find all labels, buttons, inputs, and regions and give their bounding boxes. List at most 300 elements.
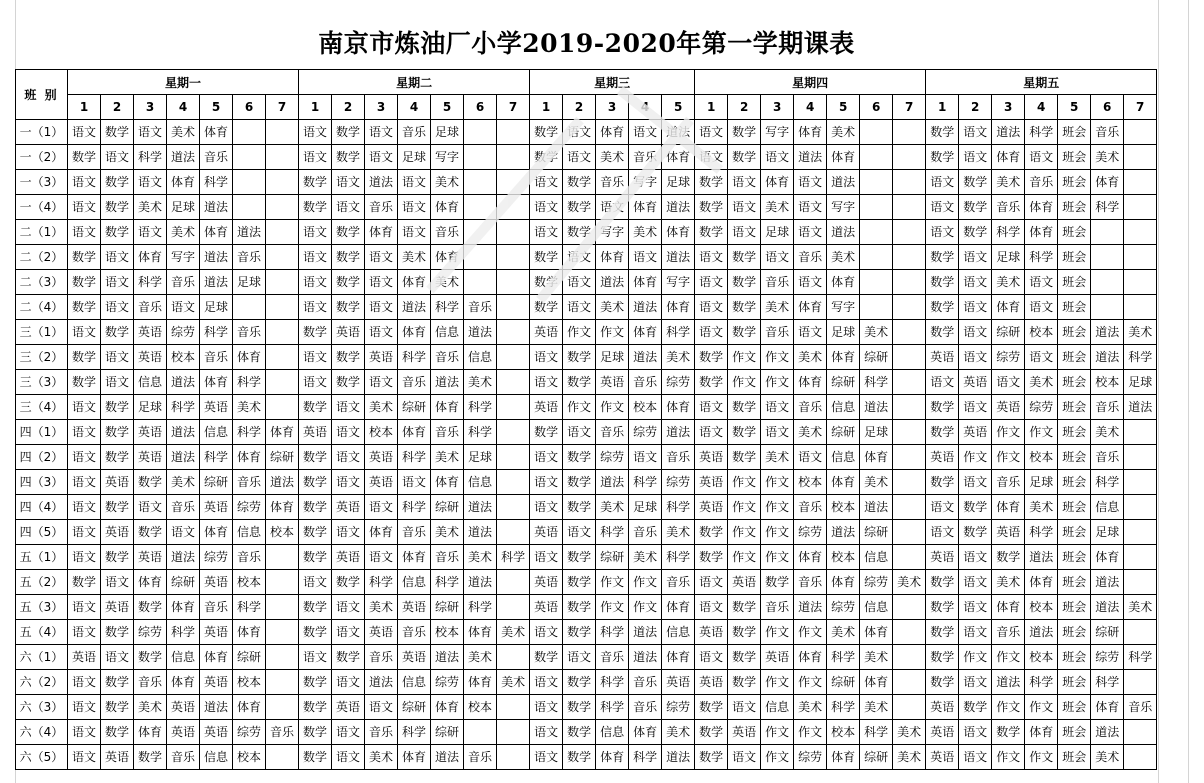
subject-cell[interactable]: 音乐: [629, 695, 662, 720]
subject-cell[interactable]: 语文: [68, 470, 101, 495]
subject-cell[interactable]: 体育: [1025, 570, 1058, 595]
subject-cell[interactable]: 作文: [596, 595, 629, 620]
subject-cell[interactable]: 信息: [464, 345, 497, 370]
subject-cell[interactable]: 音乐: [1091, 120, 1124, 145]
subject-cell[interactable]: 作文: [728, 545, 761, 570]
subject-cell[interactable]: 作文: [629, 570, 662, 595]
subject-cell[interactable]: [497, 570, 530, 595]
subject-cell[interactable]: 英语: [134, 445, 167, 470]
subject-cell[interactable]: 数学: [563, 620, 596, 645]
subject-cell[interactable]: [266, 620, 299, 645]
subject-cell[interactable]: 作文: [761, 470, 794, 495]
subject-cell[interactable]: 英语: [299, 420, 332, 445]
subject-cell[interactable]: 语文: [959, 595, 992, 620]
subject-cell[interactable]: 体育: [992, 495, 1025, 520]
subject-cell[interactable]: 数学: [530, 270, 563, 295]
subject-cell[interactable]: 综研: [860, 520, 893, 545]
subject-cell[interactable]: 体育: [794, 120, 827, 145]
subject-cell[interactable]: 数学: [332, 570, 365, 595]
subject-cell[interactable]: 科学: [1025, 245, 1058, 270]
subject-cell[interactable]: 美术: [1124, 320, 1157, 345]
subject-cell[interactable]: 语文: [68, 695, 101, 720]
subject-cell[interactable]: 体育: [662, 295, 695, 320]
subject-cell[interactable]: 音乐: [464, 295, 497, 320]
subject-cell[interactable]: 语文: [794, 270, 827, 295]
subject-cell[interactable]: 数学: [926, 620, 959, 645]
subject-cell[interactable]: 语文: [530, 745, 563, 770]
subject-cell[interactable]: 作文: [761, 345, 794, 370]
subject-cell[interactable]: 语文: [728, 195, 761, 220]
subject-cell[interactable]: 语文: [167, 295, 200, 320]
subject-cell[interactable]: 美术: [167, 470, 200, 495]
subject-cell[interactable]: 美术: [860, 320, 893, 345]
subject-cell[interactable]: 数学: [695, 195, 728, 220]
subject-cell[interactable]: 足球: [860, 420, 893, 445]
subject-cell[interactable]: 数学: [695, 695, 728, 720]
subject-cell[interactable]: 音乐: [629, 520, 662, 545]
class-name-cell[interactable]: 二（2）: [16, 245, 68, 270]
subject-cell[interactable]: 体育: [233, 445, 266, 470]
subject-cell[interactable]: 作文: [728, 370, 761, 395]
subject-cell[interactable]: 校本: [1025, 320, 1058, 345]
subject-cell[interactable]: 英语: [68, 645, 101, 670]
subject-cell[interactable]: [1124, 120, 1157, 145]
subject-cell[interactable]: 语文: [332, 720, 365, 745]
subject-cell[interactable]: 语文: [68, 120, 101, 145]
subject-cell[interactable]: 校本: [431, 620, 464, 645]
subject-cell[interactable]: 数学: [926, 245, 959, 270]
subject-cell[interactable]: 班会: [1058, 420, 1091, 445]
subject-cell[interactable]: 综研: [596, 545, 629, 570]
subject-cell[interactable]: 体育: [134, 720, 167, 745]
subject-cell[interactable]: [1124, 545, 1157, 570]
subject-cell[interactable]: 语文: [959, 295, 992, 320]
subject-cell[interactable]: 语文: [992, 370, 1025, 395]
subject-cell[interactable]: 数学: [959, 495, 992, 520]
subject-cell[interactable]: 美术: [860, 695, 893, 720]
subject-cell[interactable]: 语文: [959, 145, 992, 170]
subject-cell[interactable]: 班会: [1058, 495, 1091, 520]
subject-cell[interactable]: 美术: [167, 220, 200, 245]
subject-cell[interactable]: 足球: [761, 220, 794, 245]
subject-cell[interactable]: 道法: [662, 420, 695, 445]
subject-cell[interactable]: 数学: [992, 545, 1025, 570]
subject-cell[interactable]: 作文: [563, 320, 596, 345]
subject-cell[interactable]: 综劳: [596, 445, 629, 470]
subject-cell[interactable]: [464, 720, 497, 745]
subject-cell[interactable]: 综劳: [662, 695, 695, 720]
day-header[interactable]: 星期一: [68, 70, 299, 95]
subject-cell[interactable]: 体育: [629, 320, 662, 345]
class-name-cell[interactable]: 六（2）: [16, 670, 68, 695]
subject-cell[interactable]: 综研: [431, 495, 464, 520]
subject-cell[interactable]: 语文: [299, 270, 332, 295]
subject-cell[interactable]: 足球: [431, 120, 464, 145]
subject-cell[interactable]: 信息: [596, 720, 629, 745]
subject-cell[interactable]: [1091, 245, 1124, 270]
subject-cell[interactable]: 美术: [464, 645, 497, 670]
subject-cell[interactable]: 英语: [761, 645, 794, 670]
subject-cell[interactable]: 音乐: [233, 545, 266, 570]
subject-cell[interactable]: 足球: [134, 395, 167, 420]
subject-cell[interactable]: 作文: [992, 445, 1025, 470]
subject-cell[interactable]: 英语: [695, 495, 728, 520]
subject-cell[interactable]: 科学: [431, 295, 464, 320]
subject-cell[interactable]: 班会: [1058, 345, 1091, 370]
subject-cell[interactable]: 作文: [794, 620, 827, 645]
subject-cell[interactable]: 音乐: [464, 745, 497, 770]
subject-cell[interactable]: 语文: [794, 220, 827, 245]
subject-cell[interactable]: 数学: [563, 745, 596, 770]
subject-cell[interactable]: 音乐: [992, 195, 1025, 220]
subject-cell[interactable]: 道法: [596, 470, 629, 495]
subject-cell[interactable]: 体育: [398, 545, 431, 570]
subject-cell[interactable]: 音乐: [761, 270, 794, 295]
subject-cell[interactable]: 足球: [827, 320, 860, 345]
subject-cell[interactable]: 英语: [332, 320, 365, 345]
subject-cell[interactable]: 作文: [992, 745, 1025, 770]
subject-cell[interactable]: 作文: [1025, 745, 1058, 770]
subject-cell[interactable]: 综研: [827, 370, 860, 395]
subject-cell[interactable]: 音乐: [662, 570, 695, 595]
subject-cell[interactable]: 语文: [365, 270, 398, 295]
subject-cell[interactable]: [860, 120, 893, 145]
subject-cell[interactable]: 英语: [530, 595, 563, 620]
subject-cell[interactable]: 音乐: [431, 545, 464, 570]
class-name-cell[interactable]: 三（3）: [16, 370, 68, 395]
subject-cell[interactable]: 英语: [926, 745, 959, 770]
subject-cell[interactable]: 校本: [464, 695, 497, 720]
subject-cell[interactable]: 科学: [398, 345, 431, 370]
subject-cell[interactable]: 综劳: [662, 370, 695, 395]
subject-cell[interactable]: 道法: [200, 270, 233, 295]
subject-cell[interactable]: 语文: [530, 220, 563, 245]
subject-cell[interactable]: 语文: [1025, 345, 1058, 370]
subject-cell[interactable]: [497, 695, 530, 720]
subject-cell[interactable]: 数学: [134, 520, 167, 545]
subject-cell[interactable]: 体育: [134, 570, 167, 595]
subject-cell[interactable]: 英语: [134, 320, 167, 345]
subject-cell[interactable]: [1124, 195, 1157, 220]
subject-cell[interactable]: 英语: [596, 370, 629, 395]
subject-cell[interactable]: [1124, 620, 1157, 645]
subject-cell[interactable]: [266, 320, 299, 345]
subject-cell[interactable]: 英语: [200, 720, 233, 745]
subject-cell[interactable]: 数学: [959, 170, 992, 195]
subject-cell[interactable]: 数学: [926, 645, 959, 670]
subject-cell[interactable]: [893, 120, 926, 145]
subject-cell[interactable]: 语文: [926, 170, 959, 195]
subject-cell[interactable]: 综劳: [134, 620, 167, 645]
subject-cell[interactable]: 作文: [761, 670, 794, 695]
subject-cell[interactable]: 班会: [1058, 745, 1091, 770]
subject-cell[interactable]: 综研: [860, 345, 893, 370]
subject-cell[interactable]: 语文: [695, 270, 728, 295]
subject-cell[interactable]: [497, 495, 530, 520]
subject-cell[interactable]: 语文: [332, 520, 365, 545]
subject-cell[interactable]: [1124, 170, 1157, 195]
subject-cell[interactable]: 数学: [332, 295, 365, 320]
subject-cell[interactable]: 数学: [728, 245, 761, 270]
subject-cell[interactable]: 语文: [332, 420, 365, 445]
subject-cell[interactable]: 数学: [101, 420, 134, 445]
subject-cell[interactable]: 音乐: [200, 595, 233, 620]
subject-cell[interactable]: 英语: [728, 570, 761, 595]
subject-cell[interactable]: [266, 670, 299, 695]
subject-cell[interactable]: 美术: [134, 195, 167, 220]
subject-cell[interactable]: 科学: [134, 270, 167, 295]
class-name-cell[interactable]: 一（3）: [16, 170, 68, 195]
subject-cell[interactable]: [233, 145, 266, 170]
subject-cell[interactable]: [893, 445, 926, 470]
subject-cell[interactable]: 体育: [662, 220, 695, 245]
subject-cell[interactable]: 班会: [1058, 395, 1091, 420]
subject-cell[interactable]: 体育: [794, 545, 827, 570]
subject-cell[interactable]: 语文: [695, 570, 728, 595]
subject-cell[interactable]: 数学: [332, 245, 365, 270]
subject-cell[interactable]: 班会: [1058, 145, 1091, 170]
subject-cell[interactable]: [266, 745, 299, 770]
subject-cell[interactable]: 数学: [299, 170, 332, 195]
subject-cell[interactable]: 语文: [101, 145, 134, 170]
subject-cell[interactable]: 科学: [1091, 195, 1124, 220]
subject-cell[interactable]: 语文: [926, 370, 959, 395]
subject-cell[interactable]: 足球: [464, 445, 497, 470]
subject-cell[interactable]: 体育: [629, 720, 662, 745]
subject-cell[interactable]: 数学: [68, 245, 101, 270]
subject-cell[interactable]: [893, 595, 926, 620]
subject-cell[interactable]: [497, 320, 530, 345]
subject-cell[interactable]: 综研: [233, 645, 266, 670]
subject-cell[interactable]: 数学: [695, 720, 728, 745]
subject-cell[interactable]: 综劳: [629, 420, 662, 445]
subject-cell[interactable]: [266, 295, 299, 320]
subject-cell[interactable]: 数学: [299, 745, 332, 770]
subject-cell[interactable]: 道法: [1091, 720, 1124, 745]
subject-cell[interactable]: 信息: [860, 545, 893, 570]
subject-cell[interactable]: 数学: [728, 395, 761, 420]
subject-cell[interactable]: 数学: [563, 570, 596, 595]
subject-cell[interactable]: 语文: [794, 320, 827, 345]
subject-cell[interactable]: 美术: [893, 745, 926, 770]
subject-cell[interactable]: 语文: [563, 295, 596, 320]
subject-cell[interactable]: 体育: [827, 145, 860, 170]
subject-cell[interactable]: 英语: [926, 545, 959, 570]
subject-cell[interactable]: 道法: [1025, 545, 1058, 570]
subject-cell[interactable]: 足球: [200, 295, 233, 320]
subject-cell[interactable]: [1124, 495, 1157, 520]
subject-cell[interactable]: 数学: [530, 645, 563, 670]
subject-cell[interactable]: 语文: [959, 345, 992, 370]
subject-cell[interactable]: [860, 295, 893, 320]
subject-cell[interactable]: [266, 395, 299, 420]
subject-cell[interactable]: 道法: [200, 245, 233, 270]
subject-cell[interactable]: 语文: [959, 120, 992, 145]
subject-cell[interactable]: 信息: [200, 420, 233, 445]
subject-cell[interactable]: [1124, 220, 1157, 245]
subject-cell[interactable]: 美术: [398, 245, 431, 270]
subject-cell[interactable]: [1124, 245, 1157, 270]
subject-cell[interactable]: 道法: [794, 145, 827, 170]
subject-cell[interactable]: 美术: [431, 270, 464, 295]
subject-cell[interactable]: 综劳: [992, 345, 1025, 370]
subject-cell[interactable]: 科学: [431, 570, 464, 595]
subject-cell[interactable]: 班会: [1058, 195, 1091, 220]
subject-cell[interactable]: 科学: [827, 695, 860, 720]
subject-cell[interactable]: 音乐: [365, 645, 398, 670]
subject-cell[interactable]: 英语: [332, 695, 365, 720]
subject-cell[interactable]: 语文: [101, 645, 134, 670]
subject-cell[interactable]: 科学: [233, 370, 266, 395]
class-name-cell[interactable]: 三（4）: [16, 395, 68, 420]
subject-cell[interactable]: 写字: [629, 170, 662, 195]
subject-cell[interactable]: 语文: [101, 345, 134, 370]
subject-cell[interactable]: 数学: [959, 520, 992, 545]
subject-cell[interactable]: 科学: [464, 395, 497, 420]
subject-cell[interactable]: 体育: [794, 295, 827, 320]
subject-cell[interactable]: 班会: [1058, 220, 1091, 245]
subject-cell[interactable]: 体育: [167, 595, 200, 620]
subject-cell[interactable]: 体育: [1025, 220, 1058, 245]
subject-cell[interactable]: [497, 645, 530, 670]
subject-cell[interactable]: 美术: [431, 170, 464, 195]
subject-cell[interactable]: 体育: [827, 345, 860, 370]
subject-cell[interactable]: 数学: [299, 545, 332, 570]
subject-cell[interactable]: 音乐: [761, 320, 794, 345]
subject-cell[interactable]: 美术: [662, 345, 695, 370]
subject-cell[interactable]: 音乐: [1091, 395, 1124, 420]
subject-cell[interactable]: [464, 170, 497, 195]
subject-cell[interactable]: 校本: [1025, 445, 1058, 470]
subject-cell[interactable]: 语文: [299, 370, 332, 395]
subject-cell[interactable]: 科学: [662, 545, 695, 570]
subject-cell[interactable]: 语文: [530, 195, 563, 220]
subject-cell[interactable]: 英语: [992, 395, 1025, 420]
subject-cell[interactable]: 道法: [629, 345, 662, 370]
subject-cell[interactable]: 足球: [629, 495, 662, 520]
subject-cell[interactable]: [497, 745, 530, 770]
subject-cell[interactable]: [893, 695, 926, 720]
subject-cell[interactable]: 英语: [398, 645, 431, 670]
subject-cell[interactable]: 语文: [695, 595, 728, 620]
subject-cell[interactable]: 足球: [398, 145, 431, 170]
subject-cell[interactable]: 校本: [629, 395, 662, 420]
subject-cell[interactable]: 班会: [1058, 620, 1091, 645]
subject-cell[interactable]: 语文: [68, 595, 101, 620]
subject-cell[interactable]: 数学: [563, 195, 596, 220]
subject-cell[interactable]: 数学: [299, 195, 332, 220]
subject-cell[interactable]: 作文: [992, 645, 1025, 670]
subject-cell[interactable]: 音乐: [200, 145, 233, 170]
subject-cell[interactable]: 语文: [68, 395, 101, 420]
subject-cell[interactable]: 数学: [728, 445, 761, 470]
subject-cell[interactable]: 数学: [299, 320, 332, 345]
subject-cell[interactable]: 信息: [398, 670, 431, 695]
subject-cell[interactable]: 语文: [332, 170, 365, 195]
subject-cell[interactable]: 数学: [101, 495, 134, 520]
subject-cell[interactable]: [266, 595, 299, 620]
subject-cell[interactable]: [266, 120, 299, 145]
subject-cell[interactable]: 数学: [761, 570, 794, 595]
subject-cell[interactable]: 英语: [926, 345, 959, 370]
subject-cell[interactable]: 科学: [1124, 645, 1157, 670]
subject-cell[interactable]: 英语: [167, 720, 200, 745]
subject-cell[interactable]: 道法: [1091, 570, 1124, 595]
subject-cell[interactable]: 语文: [332, 595, 365, 620]
subject-cell[interactable]: 数学: [299, 470, 332, 495]
subject-cell[interactable]: [266, 145, 299, 170]
subject-cell[interactable]: 数学: [563, 445, 596, 470]
subject-cell[interactable]: 语文: [101, 270, 134, 295]
subject-cell[interactable]: 写字: [761, 120, 794, 145]
subject-cell[interactable]: 语文: [629, 120, 662, 145]
subject-cell[interactable]: 语文: [101, 245, 134, 270]
subject-cell[interactable]: 道法: [464, 570, 497, 595]
subject-cell[interactable]: 科学: [233, 420, 266, 445]
subject-cell[interactable]: 语文: [695, 320, 728, 345]
subject-cell[interactable]: 数学: [299, 395, 332, 420]
subject-cell[interactable]: 语文: [299, 295, 332, 320]
subject-cell[interactable]: 语文: [695, 295, 728, 320]
subject-cell[interactable]: 美术: [1025, 495, 1058, 520]
subject-cell[interactable]: [893, 495, 926, 520]
subject-cell[interactable]: 语文: [695, 245, 728, 270]
subject-cell[interactable]: 信息: [200, 745, 233, 770]
subject-cell[interactable]: 语文: [299, 120, 332, 145]
subject-cell[interactable]: 数学: [926, 470, 959, 495]
subject-cell[interactable]: 美术: [464, 545, 497, 570]
subject-cell[interactable]: 数学: [101, 720, 134, 745]
subject-cell[interactable]: 美术: [992, 270, 1025, 295]
subject-cell[interactable]: 作文: [563, 395, 596, 420]
subject-cell[interactable]: 语文: [68, 620, 101, 645]
subject-cell[interactable]: 美术: [992, 570, 1025, 595]
subject-cell[interactable]: 体育: [200, 120, 233, 145]
subject-cell[interactable]: 英语: [926, 445, 959, 470]
subject-cell[interactable]: 写字: [662, 270, 695, 295]
subject-cell[interactable]: 道法: [464, 520, 497, 545]
day-header[interactable]: 星期四: [695, 70, 926, 95]
subject-cell[interactable]: [1124, 720, 1157, 745]
subject-cell[interactable]: 校本: [233, 570, 266, 595]
subject-cell[interactable]: 道法: [200, 195, 233, 220]
subject-cell[interactable]: 体育: [1025, 195, 1058, 220]
subject-cell[interactable]: [497, 595, 530, 620]
subject-cell[interactable]: [893, 145, 926, 170]
subject-cell[interactable]: 体育: [365, 220, 398, 245]
subject-cell[interactable]: 美术: [596, 495, 629, 520]
subject-cell[interactable]: 数学: [530, 245, 563, 270]
subject-cell[interactable]: [893, 545, 926, 570]
subject-cell[interactable]: 音乐: [233, 470, 266, 495]
subject-cell[interactable]: [893, 470, 926, 495]
subject-cell[interactable]: 道法: [365, 170, 398, 195]
subject-cell[interactable]: 数学: [299, 695, 332, 720]
subject-cell[interactable]: 道法: [827, 520, 860, 545]
subject-cell[interactable]: 语文: [332, 470, 365, 495]
subject-cell[interactable]: 数学: [530, 295, 563, 320]
subject-cell[interactable]: 道法: [233, 220, 266, 245]
subject-cell[interactable]: 班会: [1058, 645, 1091, 670]
subject-cell[interactable]: 足球: [1124, 370, 1157, 395]
subject-cell[interactable]: 足球: [167, 195, 200, 220]
subject-cell[interactable]: 语文: [695, 145, 728, 170]
subject-cell[interactable]: 音乐: [398, 620, 431, 645]
subject-cell[interactable]: [464, 145, 497, 170]
subject-cell[interactable]: 语文: [959, 620, 992, 645]
subject-cell[interactable]: [893, 395, 926, 420]
subject-cell[interactable]: 科学: [497, 545, 530, 570]
